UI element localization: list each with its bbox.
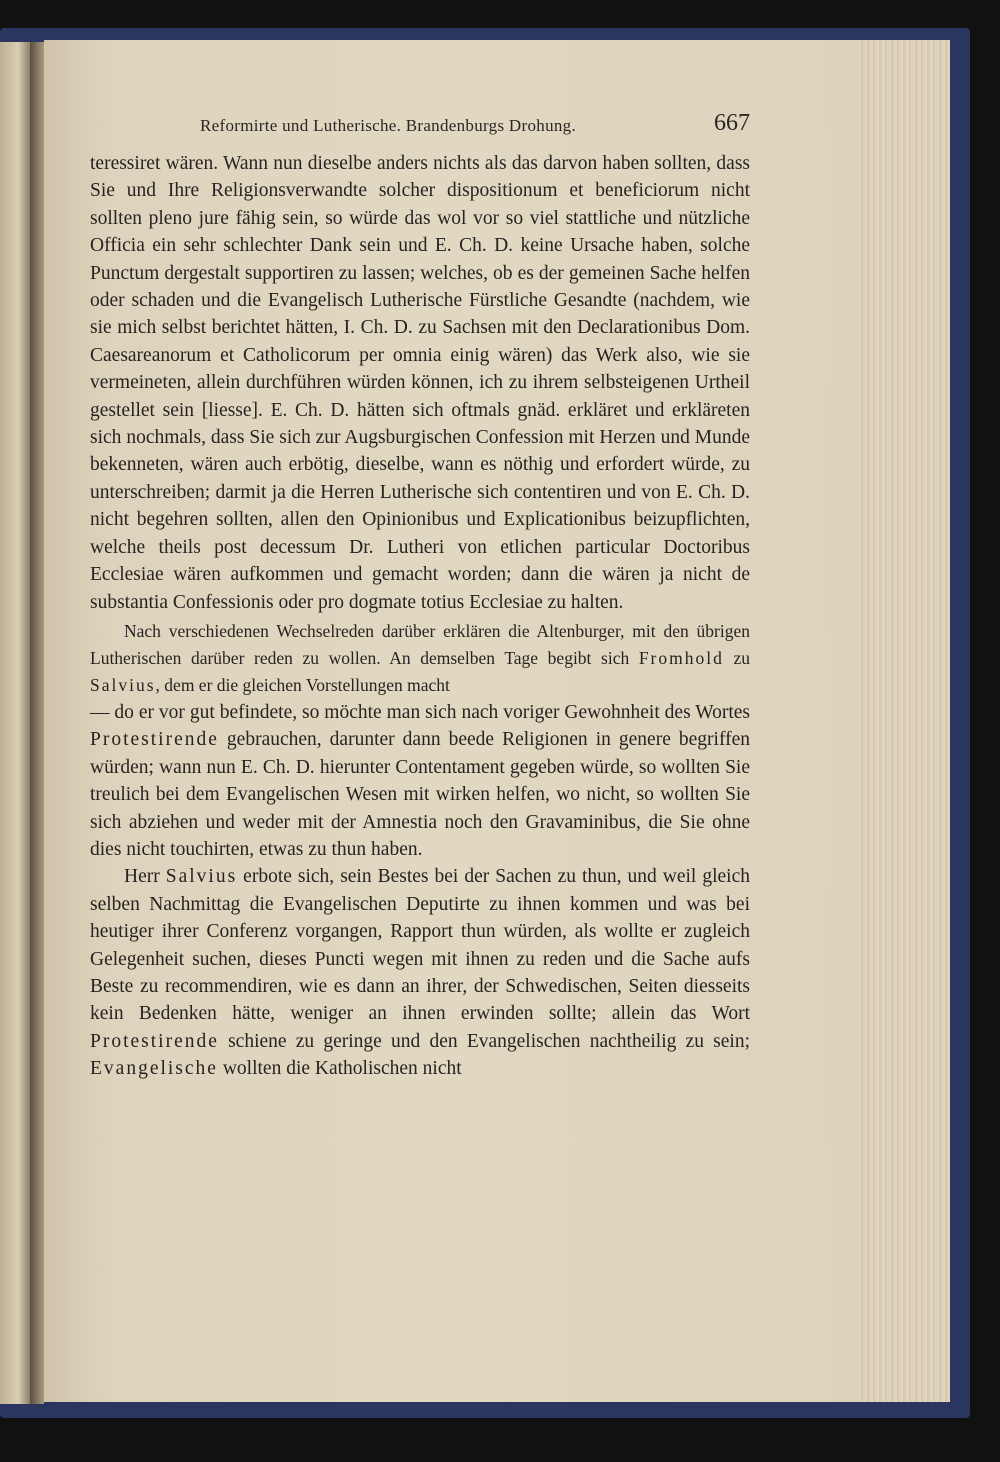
paragraph-3 xyxy=(90,699,750,863)
word-evangelische: Evangelische xyxy=(90,1058,218,1080)
paragraph-4-text-1: Herr xyxy=(124,866,166,888)
name-fromhold: Fromhold xyxy=(638,647,724,668)
paragraph-3-text-2: gebrauchen, darunter dann beede Religionen in genere begriffen würden; wann nun E. Ch. D. hierunter Contentament gegeben würde, so wollten Sie treulich bei dem Evangelischen Wesen mit wirken helfen, wo nicht, so wollten Sie sich abziehen und weder mit der Amnestia noch den Gravaminibus, die Sie ohne dies nicht touchirten, etwas zu thun haben. xyxy=(90,729,750,860)
page-edges xyxy=(858,40,950,1402)
paragraph-3-text-1: — do er vor gut befindete, so möchte man sich nach voriger Gewohnheit des Wortes xyxy=(90,701,750,723)
left-page-edge xyxy=(0,42,30,1404)
paragraph-4-text-4: wollten die Katholischen nicht xyxy=(217,1058,462,1080)
paragraph-4-text-3: schiene zu geringe und den Evangelischen nachtheilig zu sein; xyxy=(218,1030,750,1052)
paragraph-2 xyxy=(90,618,750,699)
paragraph-2-text-1: Nach verschiedenen Wechselreden darüber erklären die Altenburger, mit den übrigen Lutherischen darüber reden zu wollen. An demselben Tage begibt sich xyxy=(90,620,750,668)
page-header xyxy=(200,110,760,146)
paragraph-4 xyxy=(90,863,750,1082)
page-number: 667 xyxy=(714,110,750,136)
paragraph-2-text-3: , dem er die gleichen Vorstellungen macht xyxy=(155,674,450,695)
body-text xyxy=(90,150,750,1083)
gutter xyxy=(30,42,44,1404)
name-salvius-2: Salvius xyxy=(165,866,238,888)
paragraph-1: teressiret wären. Wann nun dieselbe anders nichts als das darvon haben sollten, dass Sie und Ihre Religionsverwandte solcher dispositionum et beneficiorum nicht sollten pleno jure fähig sein, so würde das wol vor so viel stattliche und nützliche Officia ein sehr schlechter Dank sein und E. Ch. D. keine Ursache haben, solche Punctum dergestalt supportiren zu lassen; welches, ob es der gemeinen Sache helfen oder schaden und die Evangelisch Lutherische Fürstliche Gesandte (nachdem, wie sie mich selbst berichtet hätten, I. Ch. D. zu Sachsen mit den Declarationibus Dom. Caesareanorum et Catholicorum per omnia einig wären) das Werk also, wie sie vermeineten, allein durchführen würden können, ich zu ihrem selbsteigenen Urtheil gestellet sein [liesse]. E. Ch. D. hätten sich oftmals gnäd. erkläret und erkläreten sich nochmals, dass Sie sich zur Augsburgischen Confession mit Herzen und Munde bekenneten, wären auch erbötig, dieselbe, wann es nöthig und erfordert würde, zu unterschreiben; darmit ja die Herren Lutherische sich contentiren und von E. Ch. D. nicht begehren sollten, allen den Opinionibus und Explicationibus beizupflichten, welche theils post decessum Dr. Lutheri von etlichen particular Doctoribus Ecclesiae wären aufkommen und gemacht worden; dann die wären ja nicht de substantia Confessionis oder pro dogmate totius Ecclesiae zu halten. xyxy=(90,153,750,613)
name-salvius: Salvius xyxy=(90,674,156,695)
word-protestirende-2: Protestirende xyxy=(90,1030,219,1052)
paragraph-4-text-2: erbote sich, sein Bestes bei der Sachen zu thun, und weil gleich selben Nachmittag die Evangelischen Deputirte zu ihnen kommen und was bei heutiger ihrer Conferenz vorgangen, Rapport thun würden, als wollte er zugleich Gelegenheit suchen, dieses Puncti wegen mit ihnen zu reden und die Sache aufs Beste zu recommendiren, wie es dann an ihrer, der Schwedischen, Seiten diesseits kein Bedenken hätte, weniger an ihnen erwinden sollte; allein das Wort xyxy=(90,866,750,1025)
paragraph-2-text-2: zu xyxy=(723,647,750,668)
running-title: Reformirte und Lutherische. Brandenburgs Drohung. xyxy=(200,116,577,135)
word-protestirende: Protestirende xyxy=(90,729,219,751)
